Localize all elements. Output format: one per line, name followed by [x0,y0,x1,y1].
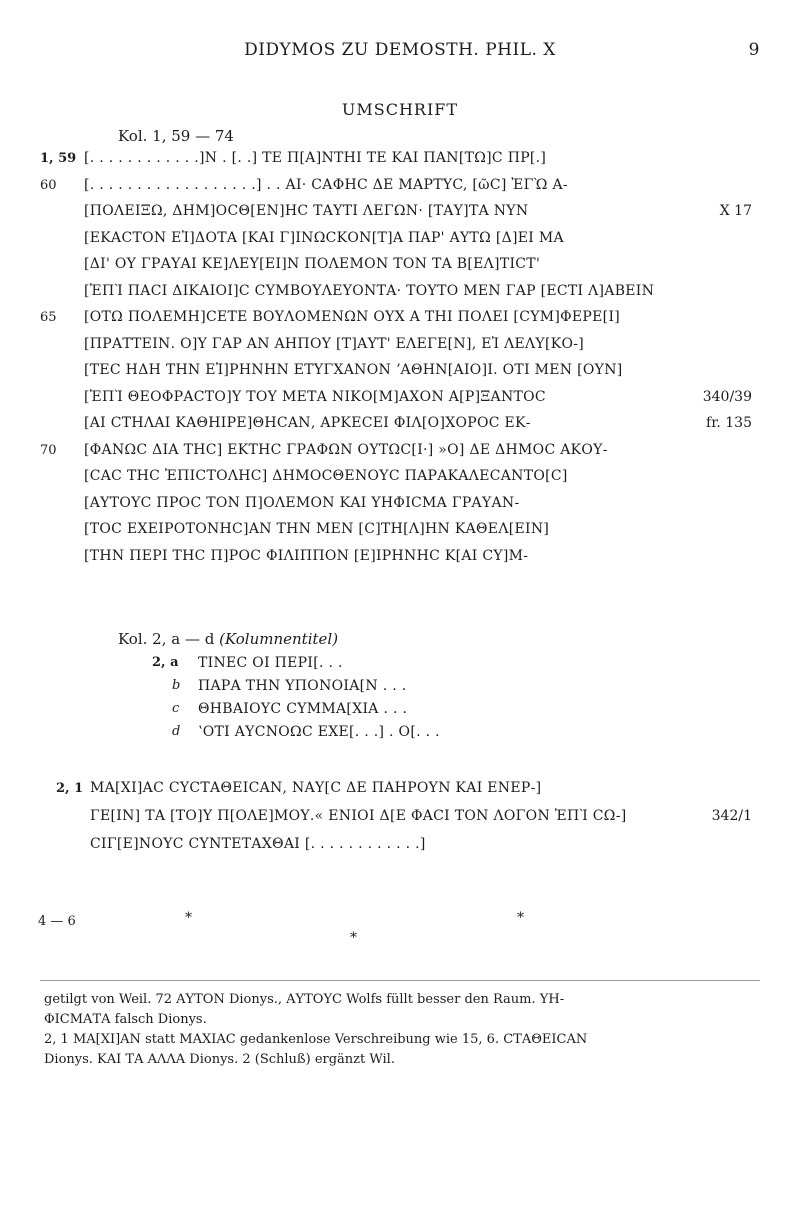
line-number: 2, 1 [56,781,84,796]
column-1-label: Kol. 1, 59 — 74 [118,127,234,145]
section-title: UMSCHRIFT [341,100,459,119]
text-line: [ΕΚΑCΤΟΝ ΕἸ]ΔΟΤΑ [ΚΑΙ Γ]ΙΝΩCΚΟΝ[Τ]Α ΠΑΡ' ΑΥΤΩ [Δ]ΕΙ ΜΑ [84,229,564,246]
page-number: 9 [748,40,760,60]
text-line: [. . . . . . . . . . . . . . . . . .] . . ΑΙ· CΑΦΗC ΔΕ ΜΑΡΤΥC, [ῶC] ἘΓῺ Α- [84,176,568,193]
text-line: ΜΑ[ΧΙ]ΑC CΥCΤΑΘΕΙCΑΝ, ΝΑΥ[C ΔΕ ΠΑΗΡΟΥΝ ΚΑΙ ΕΝΕΡ-] [90,780,542,796]
line-number: 65 [40,310,57,325]
text-line: [ΦΑΝΩC ΔΙΑ ΤΗC] ΕΚΤΗC ΓΡΑΦΩΝ ΟΥΤΩC[Ι·] »Ο] ΔΕ ΔΗΜΟC ΑΚΟΥ- [84,441,608,458]
text-line: [ΠΟΛΕΙΞΩ, ΔΗΜ]ΟCΘ[ΕΝ]ΗC ΤΑΥΤΙ ΛΕΓΩΝ· [ΤΑΥ]ΤΑ ΝΥΝ [84,203,529,219]
footnotes [44,990,756,1070]
column-title-line: ΠΑΡΑ ΤΗΝ ΥΠΟΝΟΙΑ[Ν . . . [198,678,407,694]
running-title: DIDYMOS ZU DEMOSTH. PHIL. X [244,40,556,60]
title-sig: 2, a [152,655,179,670]
footnote-line: getilgt von Weil. 72 ΑΥΤΟΝ Dionys., ΑΥΤΟΥC Wolfs füllt besser den Raum. ΥΗ- [44,992,565,1007]
title-sig: c [172,701,180,716]
column-2-label-text: Kol. 2, a — d [118,630,215,648]
column-2-label [118,630,338,648]
footnote-line: Dionys. ΚΑΙ ΤΑ ΑΛΛΑ Dionys. 2 (Schluß) ergänzt Wil. [44,1052,395,1067]
text-line: [ἘΠῚ ΘΕΟΦΡΑCΤΟ]Υ ΤΟΥ ΜΕΤΑ ΝΙΚΟ[Μ]ΑΧΟΝ Α[Ρ]ΞΑΝΤΟC [84,388,546,405]
title-sig: d [172,724,181,739]
column-title-line: ʽΟΤΙ ΑΥCΝΟΩC ΕΧΕ[. . .] . Ο[. . . [198,724,440,740]
line-number: 1, 59 [40,151,77,166]
title-sig: b [172,678,181,693]
footnote-separator [40,980,760,981]
text-line: [ΑΥΤΟΥC ΠΡΟC ΤΟΝ Π]ΟΛΕΜΟΝ ΚΑΙ ΥΗΦΙCΜΑ ΓΡΑΥΑΝ- [84,494,520,511]
asterisk: * [185,910,192,926]
text-line: ΓΕ[ΙΝ] ΤΑ [ΤΟ]Υ Π[ΟΛΕ]ΜΟΥ.« ΕΝΙΟΙ Δ[Ε ΦΑCΙ ΤΟΝ ΛΟΓΟΝ ἘΠῚ CΩ-] [90,808,627,824]
text-line: [ΤΗΝ ΠΕΡΙ ΤΗC Π]ΡΟC ΦΙΛΙΠΠΟΝ [Ε]ΙΡΗΝΗC Κ[ΑΙ CΥ]Μ- [84,547,529,564]
next-section-sig: 4 — 6 [38,914,76,929]
asterisk: * [517,910,524,926]
page-header [40,40,760,64]
text-line: [ΑΙ CΤΗΛΑΙ ΚΑΘΗΙΡΕ]ΘΗCΑΝ, ΑΡΚΕCΕΙ ΦΙΛ[Ο]ΧΟΡΟC ΕΚ- [84,415,531,431]
text-line: [ΟΤΩ ΠΟΛΕΜΗ]CΕΤΕ ΒΟΥΛΟΜΕΝΩΝ ΟΥΧ Α ΤΗΙ ΠΟΛΕΙ [CΥΜ]ΦΕΡΕ[Ι] [84,309,621,325]
text-line: [ΤΟC ΕΧΕΙΡΟΤΟΝΗC]ΑΝ ΤΗΝ ΜΕΝ [C]ΤΗ[Λ]ΗΝ ΚΑΘΕΛ[ΕΙΝ] [84,521,550,537]
text-line: CΙΓ[Ε]ΝΟΥC CΥΝΤΕΤΑΧΘΑΙ [. . . . . . . . . . . .] [90,836,426,852]
text-line: [. . . . . . . . . . . .]Ν . [. .] ΤΕ Π[Α]ΝΤΗΙ ΤΕ ΚΑΙ ΠΑΝ[ΤΩ]C ΠΡ[.] [84,150,547,166]
line-number: 60 [40,177,57,193]
column-title-line: ΘΗΒΑΙΟΥC CΥΜΜΑ[ΧΙΑ . . . [198,701,408,717]
footnote-line: ΦΙCΜΑΤΑ falsch Dionys. [44,1012,207,1027]
margin-reference: fr. 135 [706,415,752,431]
margin-reference: 342/1 [711,808,752,824]
text-line: [CΑC ΤΗC ἘΠΙCΤΟΛΗC] ΔΗΜΟCΘΕΝΟΥC ΠΑΡΑΚΑΛΕCΑΝΤΟ[C] [84,468,568,484]
asterisk: * [350,930,357,946]
text-line: [ΤΕC ΗΔΗ ΤΗΝ ΕἸ]ΡΗΝΗΝ ΕΤΥΓΧΑΝΟΝ ʼΑΘΗΝ[ΑΙΟ]Ι. ΟΤΙ ΜΕΝ [ΟΥΝ] [84,362,623,378]
text-line: [ΔΙ' ΟΥ ΓΡΑΥΑΙ ΚΕ]ΛΕΥ[ΕΙ]Ν ΠΟΛΕΜΟΝ ΤΟΝ ΤΑ Β[ΕΛ]ΤΙCΤ' [84,256,541,272]
text-line: [ΠΡΑΤΤΕΙΝ. Ο]Υ ΓΑΡ ΑΝ ΑΗΠΟΥ [Τ]ΑΥΤ' ΕΛΕΓΕ[Ν], ΕἸ ΛΕΛΥ[ΚΟ-] [84,335,585,352]
margin-reference: X 17 [719,203,752,219]
margin-reference: 340/39 [702,388,752,405]
column-title-line: ΤΙΝΕC ΟΙ ΠΕΡΙ[. . . [198,655,343,671]
text-line: [ἘΠῚ ΠΑCΙ ΔΙΚΑΙΟΙ]C CΥΜΒΟΥΛΕΥΟΝΤΑ· ΤΟΥΤΟ ΜΕΝ ΓΑΡ [ΕCΤΙ Λ]ΑΒΕΙΝ [84,282,655,299]
column-2-label-note: (Kolumnentitel) [219,630,339,648]
line-number: 70 [40,442,57,458]
footnote-line: 2, 1 ΜΑ[ΧΙ]ΑΝ statt ΜΑΧΙΑC gedankenlose Verschreibung wie 15, 6. CΤΑΘΕΙCΑΝ [44,1032,588,1047]
